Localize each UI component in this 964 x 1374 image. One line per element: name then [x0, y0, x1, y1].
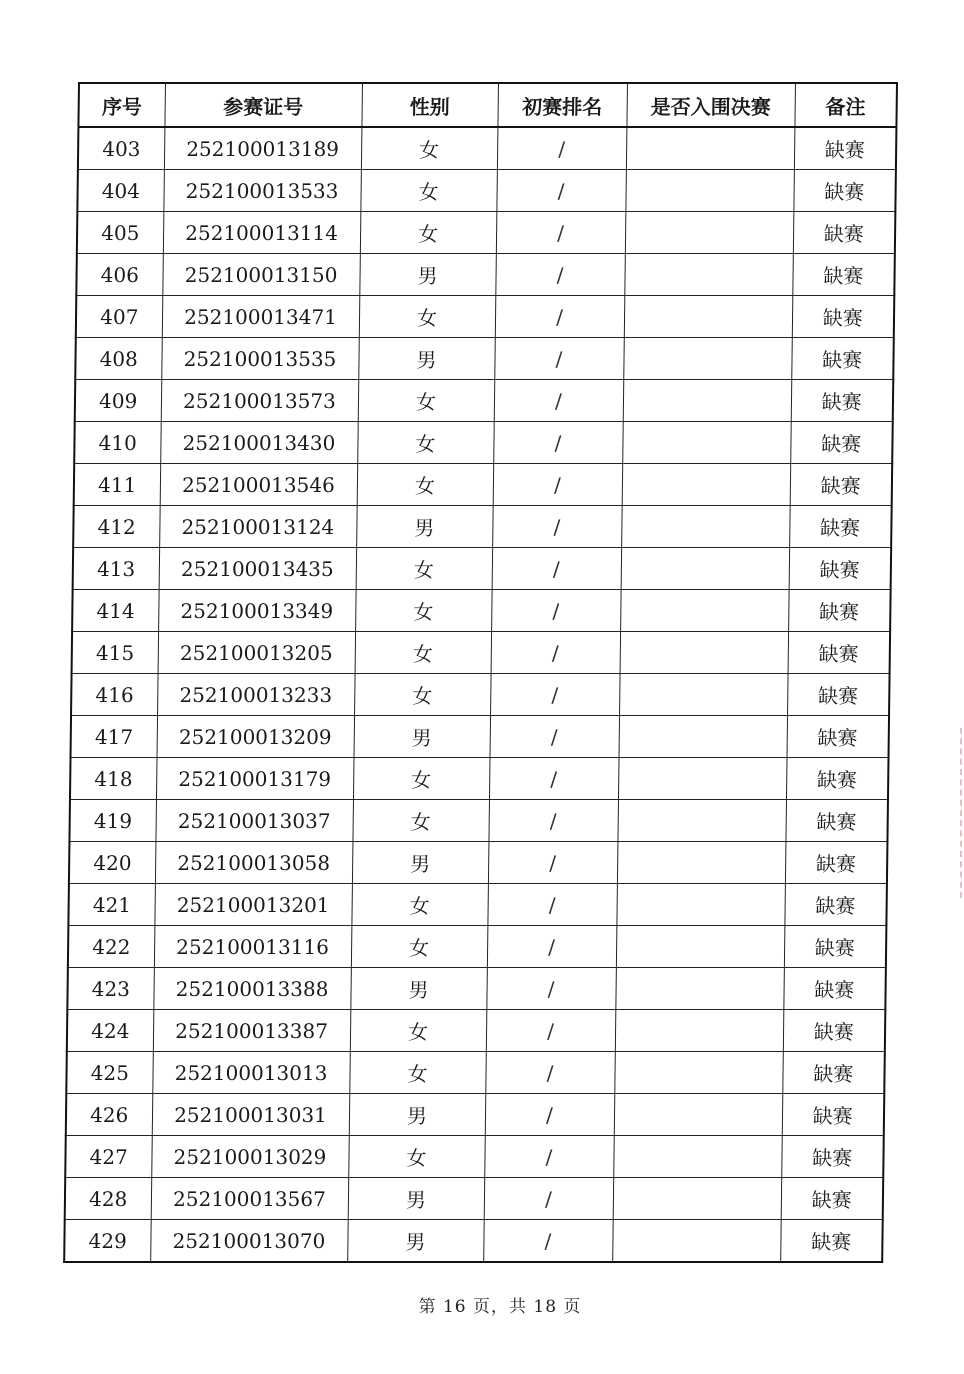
cell-finalist	[613, 1178, 782, 1220]
cell-finalist	[623, 338, 792, 380]
cell-gender: 女	[360, 212, 497, 254]
cell-remarks: 缺赛	[790, 422, 893, 464]
cell-prelim-rank: /	[484, 1178, 614, 1220]
cell-seq: 403	[78, 127, 165, 170]
cell-entry-id: 252100013116	[154, 926, 352, 968]
cell-prelim-rank: /	[494, 380, 624, 422]
table-row	[64, 1220, 883, 1263]
cell-remarks: 缺赛	[780, 1220, 883, 1263]
cell-remarks: 缺赛	[793, 170, 896, 212]
cell-entry-id: 252100013573	[161, 380, 359, 422]
cell-gender: 女	[353, 758, 490, 800]
cell-gender: 女	[351, 926, 488, 968]
cell-remarks: 缺赛	[787, 674, 890, 716]
cell-finalist	[621, 548, 790, 590]
cell-finalist	[620, 590, 789, 632]
cell-gender: 男	[350, 968, 487, 1010]
cell-remarks: 缺赛	[789, 548, 892, 590]
cell-gender: 女	[355, 590, 492, 632]
table-row	[67, 968, 886, 1010]
cell-remarks: 缺赛	[791, 380, 894, 422]
header-finalist: 是否入围决赛	[626, 83, 795, 127]
cell-gender: 女	[357, 422, 494, 464]
cell-seq: 416	[71, 674, 158, 716]
cell-remarks: 缺赛	[785, 842, 888, 884]
cell-remarks: 缺赛	[789, 506, 892, 548]
cell-entry-id: 252100013209	[157, 716, 355, 758]
table-row	[75, 380, 894, 422]
cell-finalist	[612, 1220, 781, 1263]
cell-prelim-rank: /	[494, 338, 624, 380]
cell-prelim-rank: /	[489, 758, 619, 800]
cell-remarks: 缺赛	[782, 1094, 885, 1136]
cell-entry-id: 252100013037	[155, 800, 353, 842]
cell-entry-id: 252100013114	[163, 212, 361, 254]
cell-remarks: 缺赛	[788, 632, 891, 674]
cell-remarks: 缺赛	[784, 926, 887, 968]
cell-prelim-rank: /	[487, 926, 617, 968]
cell-entry-id: 252100013179	[156, 758, 354, 800]
cell-remarks: 缺赛	[793, 212, 896, 254]
cell-finalist	[615, 1010, 784, 1052]
cell-finalist	[620, 632, 789, 674]
cell-prelim-rank: /	[497, 127, 627, 170]
cell-seq: 426	[66, 1094, 153, 1136]
cell-finalist	[616, 884, 785, 926]
cell-prelim-rank: /	[495, 296, 625, 338]
table-row	[77, 170, 896, 212]
cell-entry-id: 252100013070	[150, 1220, 348, 1263]
table-row	[74, 464, 893, 506]
header-gender: 性别	[361, 83, 498, 127]
cell-gender: 女	[357, 464, 494, 506]
cell-gender: 女	[351, 884, 488, 926]
cell-seq: 424	[67, 1010, 154, 1052]
cell-entry-id: 252100013430	[160, 422, 358, 464]
cell-entry-id: 252100013150	[162, 254, 360, 296]
cell-gender: 女	[355, 632, 492, 674]
table-row	[66, 1052, 885, 1094]
cell-seq: 423	[67, 968, 154, 1010]
cell-seq: 411	[74, 464, 161, 506]
cell-prelim-rank: /	[484, 1136, 614, 1178]
table-row	[65, 1178, 884, 1220]
cell-seq: 410	[74, 422, 161, 464]
cell-entry-id: 252100013029	[151, 1136, 349, 1178]
cell-remarks: 缺赛	[782, 1052, 885, 1094]
header-seq: 序号	[78, 83, 165, 127]
cell-prelim-rank: /	[492, 548, 622, 590]
cell-entry-id: 252100013471	[162, 296, 360, 338]
table-row	[76, 254, 895, 296]
cell-prelim-rank: /	[491, 590, 621, 632]
cell-prelim-rank: /	[493, 422, 623, 464]
cell-prelim-rank: /	[496, 212, 626, 254]
table-row	[72, 590, 891, 632]
cell-entry-id: 252100013546	[160, 464, 358, 506]
cell-finalist	[614, 1094, 783, 1136]
cell-seq: 428	[65, 1178, 152, 1220]
cell-remarks: 缺赛	[786, 758, 889, 800]
cell-prelim-rank: /	[486, 968, 616, 1010]
cell-gender: 女	[356, 548, 493, 590]
cell-entry-id: 252100013567	[151, 1178, 349, 1220]
cell-entry-id: 252100013205	[158, 632, 356, 674]
cell-remarks: 缺赛	[791, 338, 894, 380]
table-row	[78, 127, 897, 170]
cell-entry-id: 252100013031	[152, 1094, 350, 1136]
table-row	[67, 1010, 886, 1052]
cell-finalist	[624, 254, 793, 296]
cell-finalist	[621, 506, 790, 548]
cell-remarks: 缺赛	[794, 127, 897, 170]
table-header	[78, 83, 897, 127]
cell-seq: 421	[68, 884, 155, 926]
cell-entry-id: 252100013124	[159, 506, 357, 548]
cell-gender: 女	[358, 380, 495, 422]
cell-finalist	[619, 674, 788, 716]
cell-seq: 429	[64, 1220, 151, 1263]
cell-remarks: 缺赛	[781, 1178, 884, 1220]
header-prelim-rank: 初赛排名	[497, 83, 627, 127]
header-row	[78, 83, 897, 127]
table-row	[68, 926, 887, 968]
table-row	[72, 632, 891, 674]
cell-gender: 女	[360, 170, 497, 212]
cell-finalist	[613, 1136, 782, 1178]
cell-seq: 405	[77, 212, 164, 254]
cell-gender: 女	[354, 674, 491, 716]
cell-entry-id: 252100013233	[157, 674, 355, 716]
cell-gender: 男	[347, 1220, 484, 1263]
cell-prelim-rank: /	[490, 716, 620, 758]
cell-prelim-rank: /	[488, 842, 618, 884]
cell-gender: 男	[349, 1094, 486, 1136]
cell-finalist	[623, 380, 792, 422]
cell-prelim-rank: /	[485, 1052, 615, 1094]
cell-prelim-rank: /	[486, 1010, 616, 1052]
cell-gender: 男	[358, 338, 495, 380]
cell-finalist	[615, 968, 784, 1010]
cell-seq: 407	[76, 296, 163, 338]
cell-gender: 女	[348, 1136, 485, 1178]
table-row	[65, 1136, 884, 1178]
table-row	[69, 842, 888, 884]
cell-prelim-rank: /	[488, 800, 618, 842]
cell-gender: 女	[350, 1010, 487, 1052]
cell-remarks: 缺赛	[783, 968, 886, 1010]
cell-finalist	[622, 464, 791, 506]
cell-seq: 412	[73, 506, 160, 548]
cell-remarks: 缺赛	[792, 254, 895, 296]
cell-entry-id: 252100013533	[163, 170, 361, 212]
cell-remarks: 缺赛	[785, 800, 888, 842]
cell-seq: 419	[69, 800, 156, 842]
table-row	[68, 884, 887, 926]
table-row	[77, 212, 896, 254]
cell-finalist	[626, 127, 795, 170]
cell-finalist	[616, 926, 785, 968]
cell-gender: 男	[354, 716, 491, 758]
cell-seq: 420	[69, 842, 156, 884]
cell-finalist	[624, 296, 793, 338]
cell-remarks: 缺赛	[788, 590, 891, 632]
table-row	[76, 296, 895, 338]
cell-seq: 406	[76, 254, 163, 296]
cell-remarks: 缺赛	[792, 296, 895, 338]
cell-gender: 女	[352, 800, 489, 842]
cell-gender: 女	[359, 296, 496, 338]
cell-entry-id: 252100013387	[153, 1010, 351, 1052]
cell-entry-id: 252100013435	[159, 548, 357, 590]
table-body	[64, 127, 896, 1262]
header-entry-id: 参赛证号	[164, 83, 362, 127]
cell-entry-id: 252100013189	[164, 127, 362, 170]
cell-prelim-rank: /	[490, 674, 620, 716]
cell-gender: 男	[352, 842, 489, 884]
table-row	[73, 548, 892, 590]
cell-gender: 男	[359, 254, 496, 296]
cell-entry-id: 252100013058	[155, 842, 353, 884]
cell-seq: 404	[77, 170, 164, 212]
table-row	[71, 716, 890, 758]
cell-seq: 417	[71, 716, 158, 758]
cell-entry-id: 252100013201	[154, 884, 352, 926]
cell-entry-id: 252100013349	[158, 590, 356, 632]
cell-prelim-rank: /	[491, 632, 621, 674]
cell-remarks: 缺赛	[784, 884, 887, 926]
cell-prelim-rank: /	[492, 506, 622, 548]
cell-seq: 422	[68, 926, 155, 968]
cell-prelim-rank: /	[495, 254, 625, 296]
scan-edge-mark	[956, 728, 962, 898]
cell-prelim-rank: /	[487, 884, 617, 926]
table-row	[70, 758, 889, 800]
cell-seq: 415	[72, 632, 159, 674]
results-table	[63, 82, 898, 1263]
table-row	[71, 674, 890, 716]
cell-remarks: 缺赛	[781, 1136, 884, 1178]
cell-seq: 425	[66, 1052, 153, 1094]
cell-finalist	[618, 758, 787, 800]
cell-remarks: 缺赛	[783, 1010, 886, 1052]
cell-finalist	[619, 716, 788, 758]
cell-gender: 男	[356, 506, 493, 548]
cell-prelim-rank: /	[493, 464, 623, 506]
table-row	[69, 800, 888, 842]
cell-prelim-rank: /	[496, 170, 626, 212]
cell-entry-id: 252100013388	[153, 968, 351, 1010]
cell-finalist	[625, 212, 794, 254]
cell-seq: 409	[75, 380, 162, 422]
cell-entry-id: 252100013535	[161, 338, 359, 380]
cell-prelim-rank: /	[485, 1094, 615, 1136]
cell-seq: 427	[65, 1136, 152, 1178]
table-row	[75, 338, 894, 380]
cell-seq: 408	[75, 338, 162, 380]
cell-entry-id: 252100013013	[152, 1052, 350, 1094]
header-remarks: 备注	[794, 83, 897, 127]
cell-finalist	[614, 1052, 783, 1094]
cell-finalist	[617, 842, 786, 884]
page-footer: 第 16 页，共 18 页	[418, 1297, 582, 1317]
cell-gender: 男	[348, 1178, 485, 1220]
cell-finalist	[617, 800, 786, 842]
table-row	[74, 422, 893, 464]
cell-seq: 414	[72, 590, 159, 632]
cell-finalist	[625, 170, 794, 212]
table-row	[66, 1094, 885, 1136]
cell-gender: 女	[361, 127, 498, 170]
table-row	[73, 506, 892, 548]
cell-gender: 女	[349, 1052, 486, 1094]
cell-prelim-rank: /	[483, 1220, 613, 1263]
cell-finalist	[622, 422, 791, 464]
cell-remarks: 缺赛	[790, 464, 893, 506]
cell-remarks: 缺赛	[787, 716, 890, 758]
cell-seq: 413	[73, 548, 160, 590]
cell-seq: 418	[70, 758, 157, 800]
